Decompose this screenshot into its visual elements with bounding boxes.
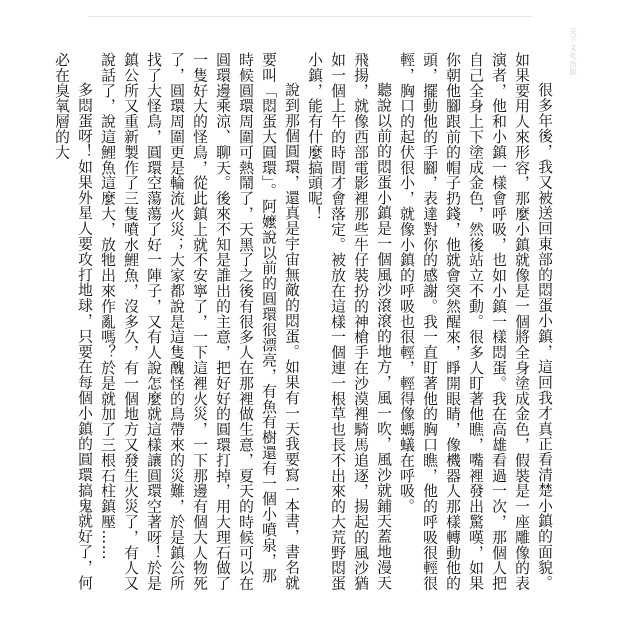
publisher-watermark: 天下文化出版 (569, 28, 577, 76)
top-divider (88, 16, 532, 17)
paragraph-4: 多悶蛋呀！如果外星人要攻打地球，只要在每個小鎮的圓環搞鬼就好了，何必在臭氧層的大 (53, 52, 93, 590)
paragraph-3: 說到那個圓環，還真是宇宙無敵的悶蛋。如果有一天我要寫一本書，書名就要叫「悶蛋大圓環」。阿嬤說以前的圓環很漂亮，有魚有樹還有一個小噴泉，那時候圓環周圍可熱鬧了，天黑了之後有很多人在那裡做生意，夏天的時候可以在圓環邊乘涼、聊天。後來不知是誰出的主意，把好好的圓環打掉，用大理石做了一隻好大的怪鳥，從此鎮上就不安寧了，一下這裡火災，一下那邊有個大人物死了，圓環周圍更是輪流火災；大家都說是這隻醜怪的鳥帶來的災難，於是鎮公所找了大怪鳥，圓環空蕩蕩了好一陣子，又有人說怎麼就這樣讓圓環空著呀！於是鎮公所又重新製作了三隻噴水鯉魚，沒多久，有一個地方又發生火災了，有人又說話了，說這鯉魚這麼大，放牠出來作亂嗎？於是就加了三根石柱鎮壓…… (99, 52, 300, 591)
page-body (53, 52, 556, 592)
paragraph-1: 很多年後，我又被送回東部的悶蛋小鎮，這回我才真正看清楚小鎮的面貌。如果要用人來形容，那麼小鎮就像是一個將全身塗成金色，假裝是一座雕像的表演者，他和小鎮一樣會呼吸，也如小鎮一樣悶蛋。我在高雄看過一次，那個人把自己全身上下塗成金色，然後站立不動。很多人盯著他瞧，嘴裡發出驚嘆，如果你朝他腳跟前的帽子扔錢，他就會突然醒來，睜開眼睛，像機器人那樣轉動他的頭，擺動他的手腳，表達對你的感謝。我一直盯著他的胸口瞧，他的呼吸很輕很輕，胸口的起伏很小，就像小鎮的呼吸也很輕，輕得像螞蟻在呼吸。 (398, 52, 553, 591)
paragraph-2: 聽說以前的悶蛋小鎮是一個風沙滾滾的地方，風一吹，風沙就鋪天蓋地漫天飛揚，就像西部電影裡那些牛仔裝扮的神槍手在沙漠裡騎馬追逐，揚起的風沙猶如一個上午的時間才會落定。被放在這樣一個連一根草也長不出來的大荒野悶蛋小鎮，能有什麼搞頭呢！ (306, 52, 392, 591)
